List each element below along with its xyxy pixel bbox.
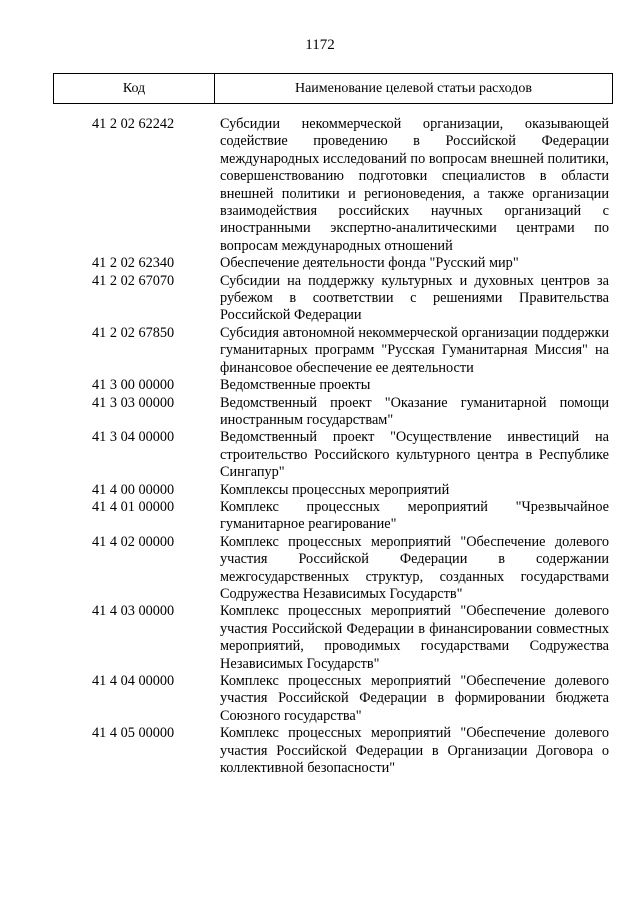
row-name: Комплексы процессных мероприятий [220,481,450,498]
page-number: 1172 [305,37,335,53]
row-name: Комплекс процессных мероприятий "Обеспечение долевого участия Российской Федерации в содержании межгосударственных структур, созданных государствами Содружества Независимых Государств" [220,533,609,602]
table-row [0,273,640,325]
row-code: 41 3 00 00000 [92,377,175,394]
header-name: Наименование целевой статьи расходов [294,80,533,96]
row-name: Комплекс процессных мероприятий "Обеспечение долевого участия Российской Федерации в финансировании совместных мероприятий, проводимых государствами Содружества Независимых Государств" [220,603,609,672]
row-name: Комплекс процессных мероприятий "Обеспечение долевого участия Российской Федерации в формировании бюджета Союзного государства" [220,673,609,724]
row-code: 41 4 03 00000 [92,603,175,620]
table-row [0,116,640,255]
header-code: Код [54,74,215,103]
table-row [0,395,640,430]
table-row [0,534,640,604]
row-code: 41 3 04 00000 [92,429,175,446]
row-code: 41 4 02 00000 [92,533,175,550]
table-row [0,725,640,777]
row-name: Обеспечение деятельности фонда "Русский мир" [220,255,519,272]
table-row [0,603,640,673]
row-name: Ведомственные проекты [220,377,371,394]
row-name: Субсидия автономной некоммерческой организации поддержки гуманитарных программ "Русская Гуманитарная Миссия" на финансовое обеспечение ее деятельности [220,324,609,376]
table-row [0,325,640,377]
table-body [0,116,640,777]
row-code: 41 4 00 00000 [92,481,175,498]
row-name: Ведомственный проект "Оказание гуманитарной помощи иностранным государствам" [220,394,609,428]
table-row [0,429,640,481]
row-code: 41 2 02 62340 [92,255,175,272]
row-name: Комплекс процессных мероприятий "Чрезвычайное гуманитарное реагирование" [220,498,609,533]
row-code: 41 2 02 67850 [92,324,175,341]
table-header [53,73,613,104]
table-row [0,673,640,725]
row-code: 41 4 04 00000 [92,673,175,689]
table-row [0,499,640,534]
row-code: 41 3 03 00000 [92,394,175,411]
row-name: Субсидии некоммерческой организации, оказывающей содействие проведению в Российской Федерации международных исследований по вопросам внешней политики, совершенствованию подготовки специалистов в области внешней политики и регионоведения, а также организации взаимодействия российских научных организаций с иностранными экспертно-аналитическими центрами по вопросам международных отношений [220,116,609,254]
row-code: 41 2 02 67070 [92,272,175,289]
table-row [0,377,640,394]
row-code: 41 4 01 00000 [92,498,175,515]
row-name: Комплекс процессных мероприятий "Обеспечение долевого участия Российской Федерации в Организации Договора о коллективной безопасности" [220,725,609,777]
row-code: 41 2 02 62242 [92,116,175,132]
table-row [0,255,640,272]
row-code: 41 4 05 00000 [92,725,175,742]
row-name: Субсидии на поддержку культурных и духовных центров за рубежом в соответствии с решениями Правительства Российской Федерации [220,272,609,324]
table-row [0,482,640,499]
row-name: Ведомственный проект "Осуществление инвестиций на строительство Российского культурного центра в Республике Сингапур" [220,429,609,481]
